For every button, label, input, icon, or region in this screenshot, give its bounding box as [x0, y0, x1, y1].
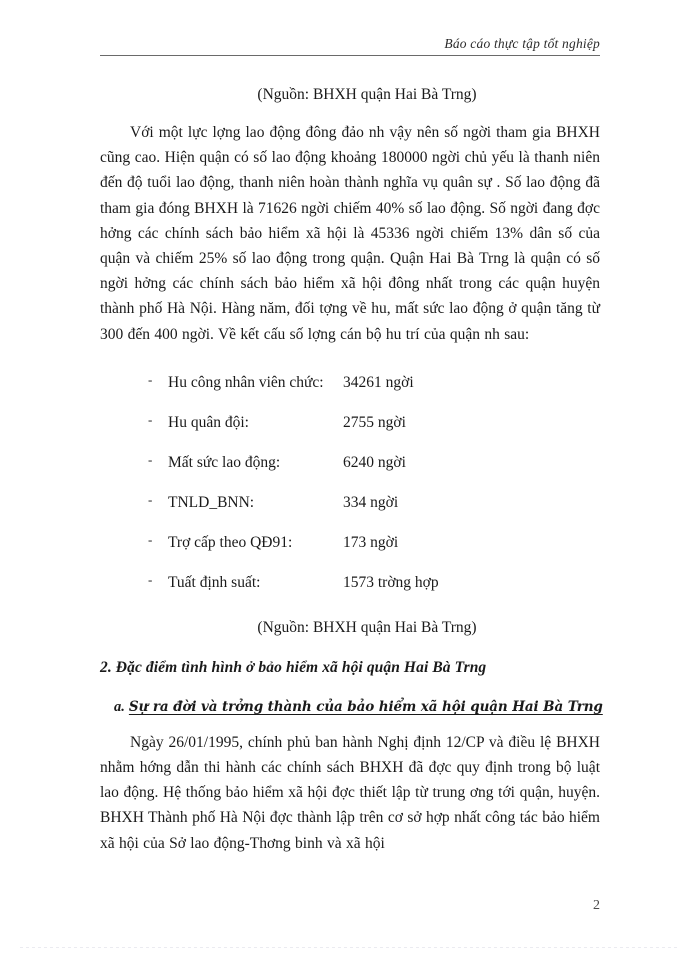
stat-label: Hu công nhân viên chức: — [168, 373, 324, 391]
list-item — [148, 533, 600, 553]
stat-value: 334 ngời — [343, 493, 399, 511]
page-number: 2 — [593, 898, 600, 913]
sub-heading-text: Sự ra đời và trởng thành của bảo hiểm xã hội quận Hai Bà Trng — [128, 698, 603, 715]
stat-value: 1573 trờng hợp — [343, 573, 439, 591]
paragraph-labor-statistics: Với một lực lợng lao động đông đảo nh vậy nên số ngời tham gia BHXH cũng cao. Hiện quận có số lao động khoảng 180000 ngời chủ yếu là thanh niên đến độ tuổi lao động, thanh niên hoàn thành nghĩa vụ quân sự . Số lao động đã tham gia đóng BHXH là 71626 ngời chiếm 40% số lao động. Số ngời đang đợc hởng các chính sách bảo hiểm xã hội là 45336 ngời chiếm 13% dân số của quận và chiếm 25% số lao động trong quận. Quận Hai Bà Trng là quận có số ngời hởng các chính sách bảo hiểm xã hội đông nhất trong các quận huyện thành phố Hà Nội. Hàng năm, đối tợng về hu, mất sức lao động ở quận tăng từ 300 đến 400 ngời. Về kết cấu số lợng cán bộ hu trí của quận nh sau: — [100, 124, 600, 343]
page-header — [100, 36, 600, 56]
stat-label: TNLD_BNN: — [168, 493, 255, 511]
stat-value: 6240 ngời — [343, 453, 406, 471]
list-item — [148, 373, 600, 393]
stat-label: Tuất định suất: — [168, 573, 261, 591]
stat-value: 34261 ngời — [343, 373, 414, 391]
dash-bullet-icon: - — [148, 371, 153, 387]
paragraph-bhxh-history: Ngày 26/01/1995, chính phủ ban hành Nghị định 12/CP và điều lệ BHXH nhằm hớng dẫn thi hành các chính sách BHXH đã đợc quy định trong bộ luật lao động. Hệ thống bảo hiểm xã hội đợc thiết lập từ trung ơng tới quận, huyện. BHXH Thành phố Hà Nội đợc thành lập trên cơ sở hợp nhất công tác bảo hiểm xã hội của Sở lao động-Thơng binh và xã hội — [100, 733, 600, 852]
stat-value: 2755 ngời — [343, 413, 406, 431]
header-rule — [100, 55, 600, 56]
list-item — [148, 453, 600, 473]
header-title: Báo cáo thực tập tốt nghiệp — [444, 36, 600, 51]
stat-label: Hu quân đội: — [168, 413, 249, 431]
list-item — [148, 413, 600, 433]
scan-edge-artifact — [20, 947, 680, 948]
sub-heading — [114, 698, 603, 716]
list-item — [148, 573, 600, 593]
pension-statistics-list — [100, 373, 600, 593]
stat-value: 173 ngời — [343, 533, 399, 551]
dash-bullet-icon: - — [148, 491, 153, 507]
list-item — [148, 493, 600, 513]
document-body — [100, 80, 603, 856]
stat-label: Trợ cấp theo QĐ91: — [168, 533, 293, 551]
dash-bullet-icon: - — [148, 411, 153, 427]
source-note-bottom: (Nguồn: BHXH quận Hai Bà Trng) — [257, 618, 477, 636]
dash-bullet-icon: - — [148, 531, 153, 547]
stat-label: Mất sức lao động: — [168, 453, 281, 471]
dash-bullet-icon: - — [148, 451, 153, 467]
section-heading: 2. Đặc điểm tình hình ở bảo hiểm xã hội quận Hai Bà Trng — [100, 658, 487, 676]
sub-heading-marker: a. — [114, 698, 125, 715]
dash-bullet-icon: - — [148, 571, 153, 587]
source-note-top: (Nguồn: BHXH quận Hai Bà Trng) — [257, 86, 477, 103]
